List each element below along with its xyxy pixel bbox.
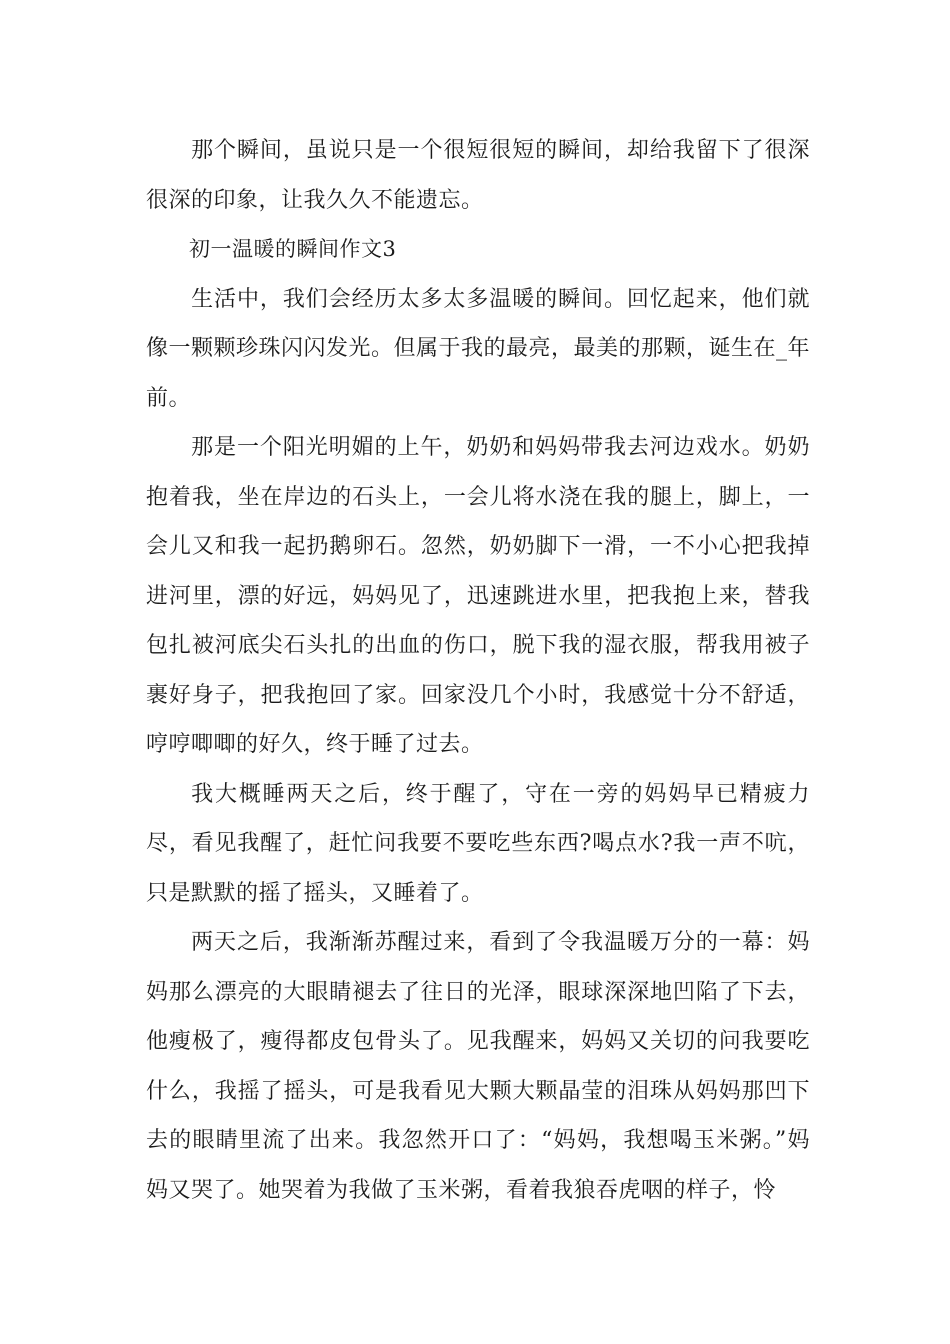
paragraph-5: 两天之后，我渐渐苏醒过来，看到了令我温暖万分的一幕：妈妈那么漂亮的大眼睛褪去了往日的光泽，眼球深深地凹陷了下去，他瘦极了，瘦得都皮包骨头了。见我醒来，妈妈又关切的问我要吃什么，我摇了摇头，可是我看见大颗大颗晶莹的泪珠从妈妈那凹下去的眼睛里流了出来。我忽然开口了：“妈妈，我想喝玉米粥。”妈妈又哭了。她哭着为我做了玉米粥，看着我狼吞虎咽的样子，怜 (146, 930, 810, 1203)
paragraph-3: 那是一个阳光明媚的上午，奶奶和妈妈带我去河边戏水。奶奶抱着我，坐在岸边的石头上，一会儿将水浇在我的腿上，脚上，一会儿又和我一起扔鹅卵石。忽然，奶奶脚下一滑，一不小心把我掉进河里，漂的好远，妈妈见了，迅速跳进水里，把我抱上来，替我包扎被河底尖石头扎的出血的伤口，脱下我的湿衣服，帮我用被子裹好身子，把我抱回了家。回家没几个小时，我感觉十分不舒适，哼哼唧唧的好久，终于睡了过去。 (146, 435, 810, 757)
document-body (146, 126, 810, 1215)
paragraph-2: 生活中，我们会经历太多太多温暖的瞬间。回忆起来，他们就像一颗颗珍珠闪闪发光。但属于我的最亮，最美的那颗，诞生在_年前。 (146, 286, 811, 411)
paragraph-1: 那个瞬间，虽说只是一个很短很短的瞬间，却给我留下了很深很深的印象，让我久久不能遗忘。 (146, 138, 810, 213)
paragraph-4: 我大概睡两天之后，终于醒了，守在一旁的妈妈早已精疲力尽，看见我醒了，赶忙问我要不要吃些东西?喝点水?我一声不吭，只是默默的摇了摇头，又睡着了。 (146, 781, 810, 906)
section-heading: 初一温暖的瞬间作文3 (189, 237, 397, 261)
